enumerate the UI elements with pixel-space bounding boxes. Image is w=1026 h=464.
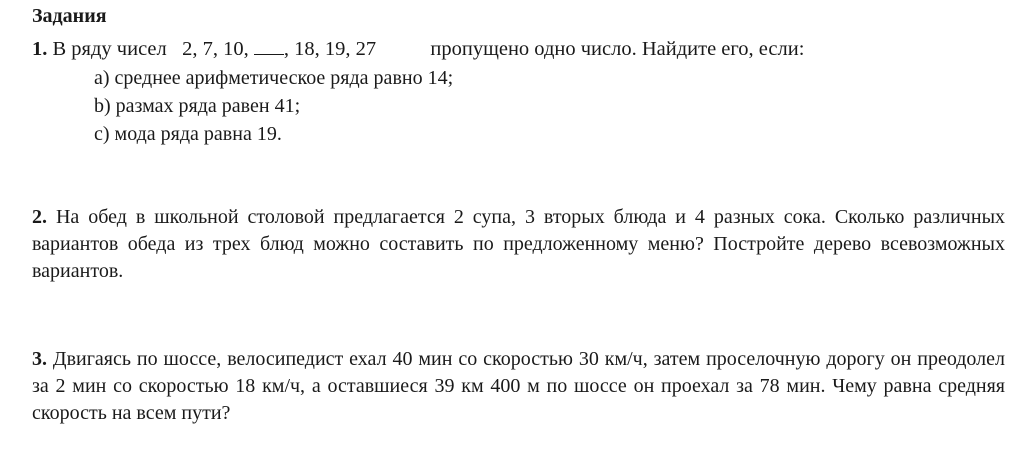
- task-2-text: На обед в школьной столовой предлагается 2 супа, 3 вторых блюда и 4 разных сока. Сколько различных вариантов обеда из трех блюд можно составить по предложенному меню? Постройте дерево всевозможных вариантов.: [32, 206, 1006, 282]
- task-3-number: 3.: [32, 348, 47, 370]
- task-1-text-before: В ряду чисел: [52, 38, 167, 60]
- task-3-statement: [32, 346, 1005, 427]
- task-3-text: Двигаясь по шоссе, велосипедист ехал 40 мин со скоростью 30 км/ч, затем проселочную дорогу он преодолел за 2 мин со скоростью 18 км/ч, а оставшиеся 39 км 400 м по шоссе он проехал за 78 мин. Чему равна средняя скорость на всем пути?: [32, 348, 1006, 424]
- task-1-statement: [32, 36, 804, 62]
- task-1-blank: [254, 40, 284, 55]
- task-1-sequence-start: 2, 7, 10,: [182, 38, 249, 60]
- task-1-text-after: пропущено одно число. Найдите его, если:: [430, 38, 805, 60]
- task-2-number: 2.: [32, 206, 47, 228]
- page-heading: Задания: [32, 5, 107, 27]
- task-1-condition-c: c) мода ряда равна 19.: [94, 123, 282, 145]
- task-1-number: 1.: [32, 38, 48, 60]
- task-1-conditions: [94, 64, 453, 148]
- task-1-sequence-end: , 18, 19, 27: [283, 38, 377, 60]
- task-1-condition-a: a) среднее арифметическое ряда равно 14;: [94, 67, 454, 89]
- task-2-statement: [32, 204, 1005, 285]
- task-1-condition-b: b) размах ряда равен 41;: [94, 95, 301, 117]
